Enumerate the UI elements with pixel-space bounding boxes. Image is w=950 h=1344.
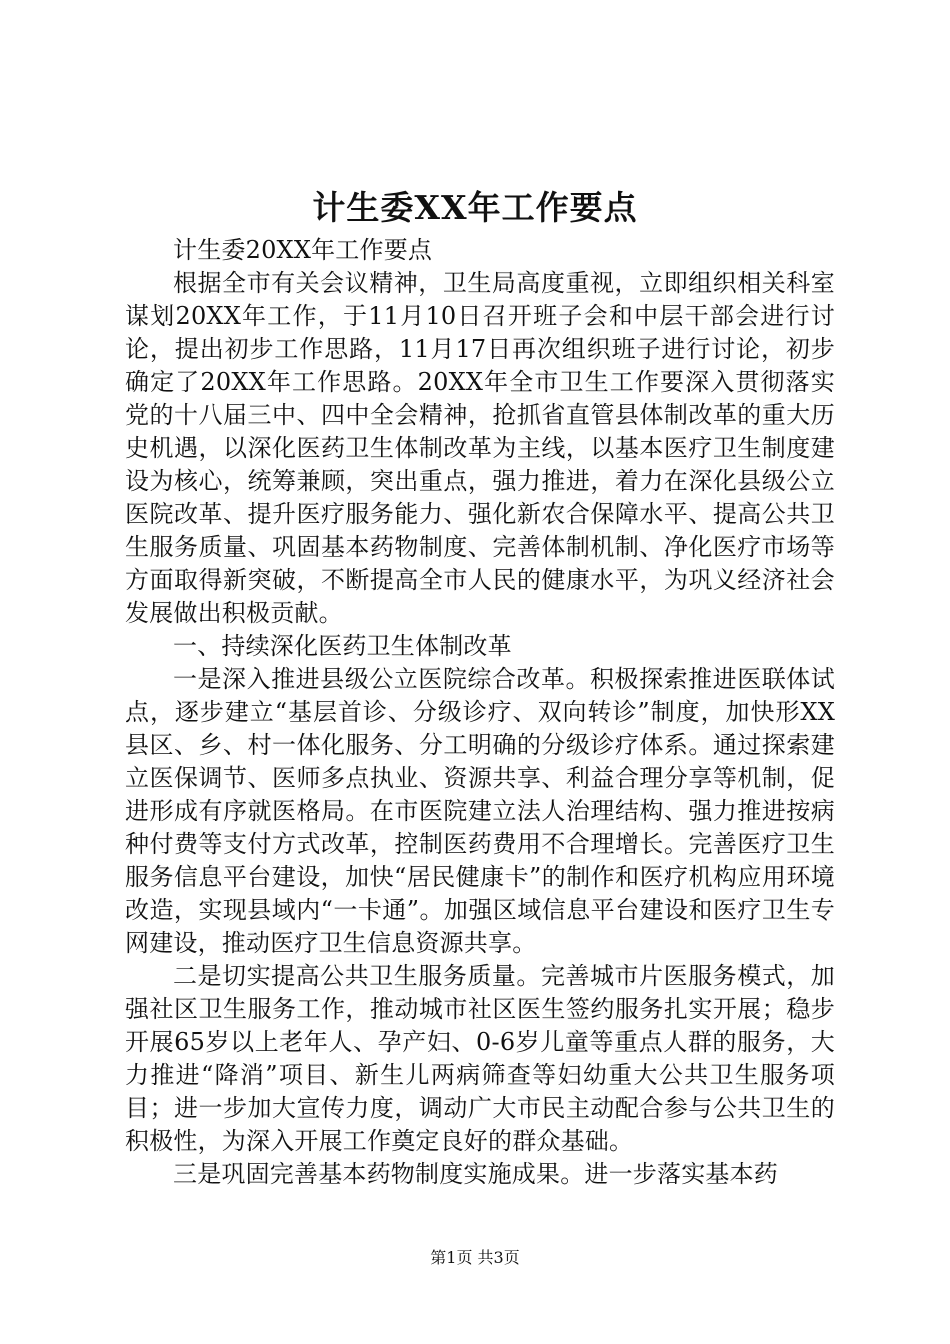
body-paragraph-subtitle: 计生委20XX年工作要点 <box>173 236 433 264</box>
page-number-footer: 第1页 共3页 <box>430 1248 520 1267</box>
document-body <box>125 234 835 1191</box>
body-paragraph-intro: 根据全市有关会议精神，卫生局高度重视，立即组织相关科室谋划20XX年工作，于11月10日召开班子会和中层干部会进行讨论，提出初步工作思路，11月17日再次组织班子进行讨论，初步确定了20XX年工作思路。20XX年全市卫生工作要深入贯彻落实党的十八届三中、四中全会精神，抢抓省直管县体制改革的重大历史机遇，以深化医药卫生体制改革为主线，以基本医疗卫生制度建设为核心，统筹兼顾，突出重点，强力推进，着力在深化县级公立医院改革、提升医疗服务能力、强化新农合保障水平、提高公共卫生服务质量、巩固基本药物制度、完善体制机制、净化医疗市场等方面取得新突破，不断提高全市人民的健康水平，为巩义经济社会发展做出积极贡献。 <box>125 269 835 627</box>
body-paragraph-item-3: 三是巩固完善基本药物制度实施成果。进一步落实基本药 <box>173 1160 778 1188</box>
document-title: 计生委XX年工作要点 <box>312 188 638 227</box>
body-paragraph-item-1: 一是深入推进县级公立医院综合改革。积极探索推进医联体试点，逐步建立“基层首诊、分级诊疗、双向转诊”制度，加快形XX县区、乡、村一体化服务、分工明确的分级诊疗体系。通过探索建立医保调节、医师多点执业、资源共享、利益合理分享等机制，促进形成有序就医格局。在市医院建立法人治理结构、强力推进按病种付费等支付方式改革，控制医药费用不合理增长。完善医疗卫生服务信息平台建设，加快“居民健康卡”的制作和医疗机构应用环境改造，实现县域内“一卡通”。加强区域信息平台建设和医疗卫生专网建设，推动医疗卫生信息资源共享。 <box>125 665 835 957</box>
section-heading: 一、持续深化医药卫生体制改革 <box>173 632 512 660</box>
body-paragraph-item-2: 二是切实提高公共卫生服务质量。完善城市片医服务模式，加强社区卫生服务工作，推动城市社区医生签约服务扎实开展；稳步开展65岁以上老年人、孕产妇、0-6岁儿童等重点人群的服务，大力推进“降消”项目、新生儿两病筛查等妇幼重大公共卫生服务项目；进一步加大宣传力度，调动广大市民主动配合参与公共卫生的积极性，为深入开展工作奠定良好的群众基础。 <box>125 962 835 1155</box>
